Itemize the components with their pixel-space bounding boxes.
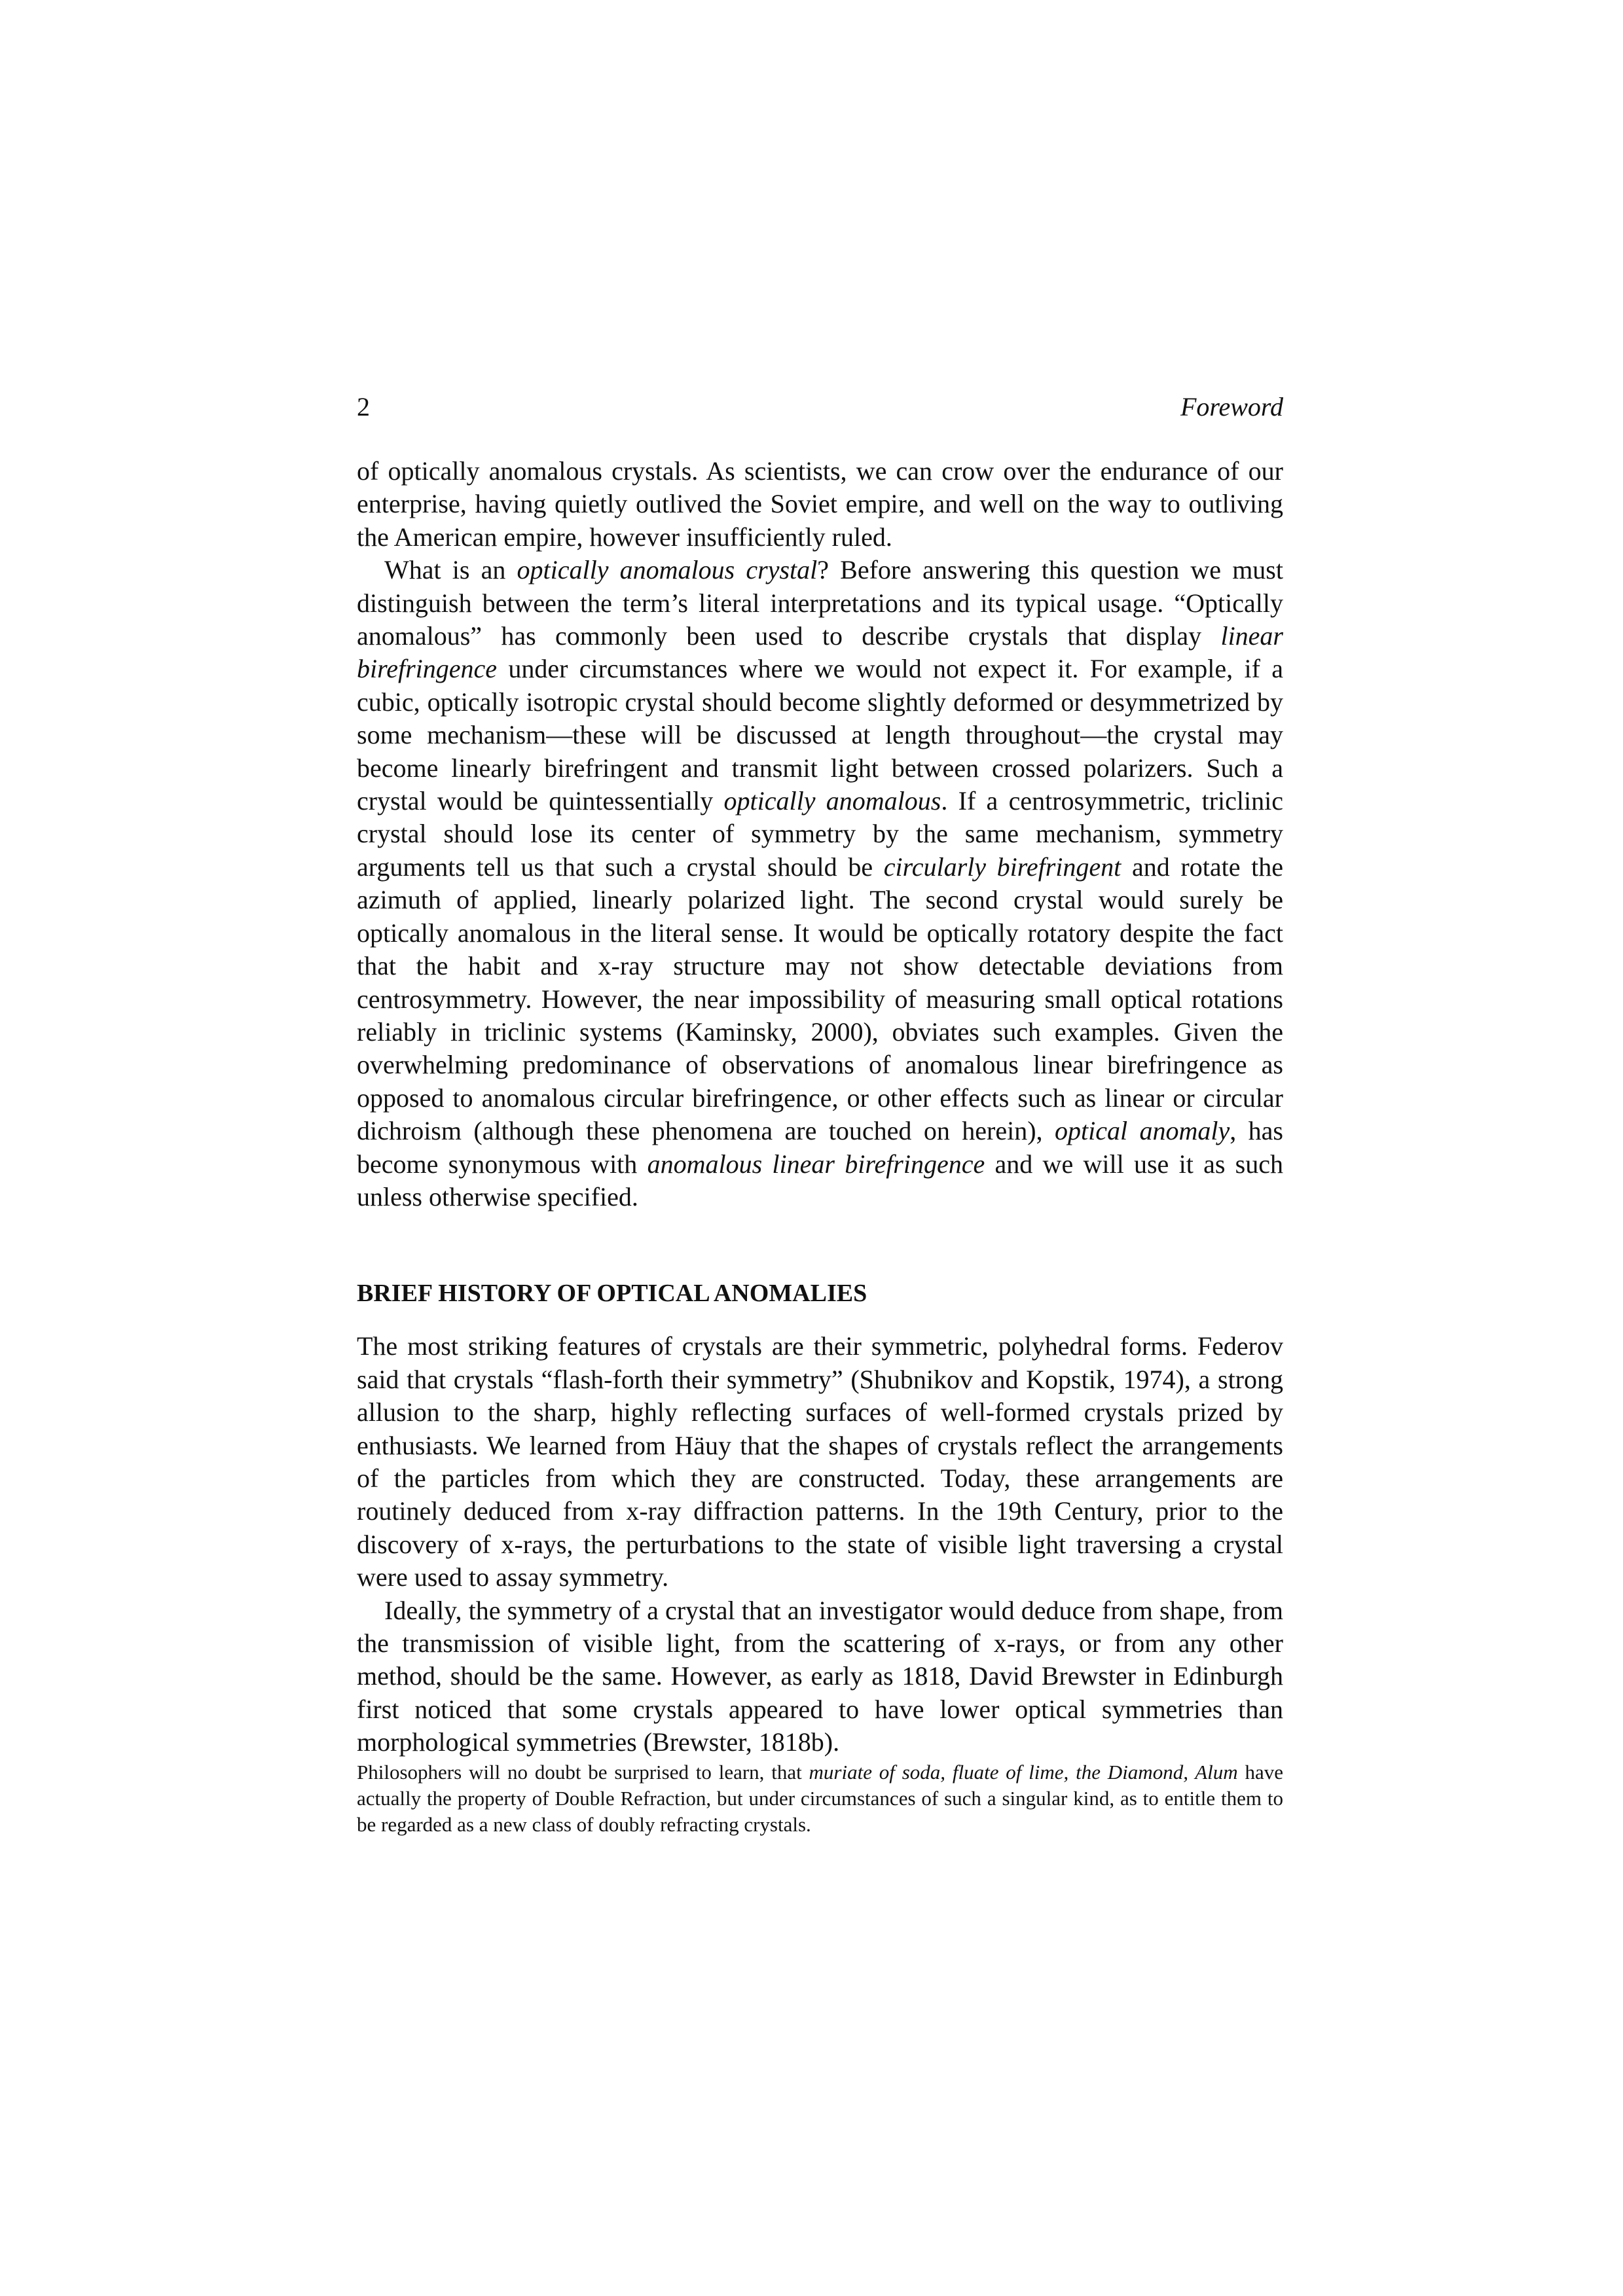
paragraph-history — [357, 1330, 1283, 1594]
paragraph-text: Ideally, the symmetry of a crystal that an investigator would deduce from shape, from the transmission of visible light, from the scattering of x-rays, or from any other method, should be the same. However, as early as 1818, David Brewster in Edinburgh first noticed that some crystals appeared to have lower optical symmetries than morphological symmetries (Brewster, 1818b). — [357, 1595, 1283, 1757]
text-run: What is an — [384, 555, 517, 585]
emphasis: anomalous linear birefringence — [647, 1149, 985, 1179]
emphasis: muriate of soda, fluate of lime, the Diamond, Alum — [809, 1760, 1238, 1784]
paragraph-brewster — [357, 1594, 1283, 1759]
page-header — [357, 387, 1283, 427]
text-run: and we will use it as such unless otherwise specified. — [357, 1149, 1283, 1211]
text-run: Philosophers will no doubt be surprised to learn, that — [357, 1760, 809, 1784]
text-run: have actually the property of Double Refraction, but under circumstances of such a singular kind, as to entitle them to be regarded as a new class of doubly refracting crystals. — [357, 1760, 1283, 1836]
page-number: 2 — [357, 392, 370, 422]
paragraph-text: The most striking features of crystals are their symmetric, polyhedral forms. Federov said that crystals “flash-forth their symmetry” (Shubnikov and Kopstik, 1974), a strong allusion to the sharp, highly reflecting surfaces of well-formed crystals prized by enthusiasts. We learned from Häuy that the shapes of crystals reflect the arrangements of the particles from which they are constructed. Today, these arrangements are routinely deduced from x-ray diffraction patterns. In the 19th Century, prior to the discovery of x-rays, the perturbations to the state of visible light traversing a crystal were used to assay symmetry. — [357, 1331, 1283, 1592]
text-run: under circumstances where we would not expect it. For example, if a cubic, optically isotropic crystal should become slightly deformed or desymmetrized by some mechanism—these will be discussed at length throughout—the crystal may become linearly birefringent and transmit light between crossed polarizers. Such a crystal would be quintessentially — [357, 654, 1283, 816]
paragraph-continuation — [357, 455, 1283, 554]
paragraph-text: of optically anomalous crystals. As scientists, we can crow over the endurance of our enterprise, having quietly outlived the Soviet empire, and well on the way to outliving the American empire, however insufficiently ruled. — [357, 456, 1283, 552]
emphasis: linear birefringence — [357, 621, 1283, 684]
text-run: ? Before answering this question we must distinguish between the term’s literal interpretations and its typical usage. “Optically anomalous” has commonly been used to describe crystals that display — [357, 555, 1283, 651]
text-run: , has become synonymous with — [357, 1116, 1283, 1179]
running-head: Foreword — [1180, 392, 1283, 422]
emphasis: optical anomaly — [1054, 1116, 1230, 1146]
emphasis: optically anomalous crystal — [517, 555, 818, 585]
emphasis: optically anomalous — [723, 786, 941, 816]
text-run: and rotate the azimuth of applied, linearly polarized light. The second crystal would surely be optically anomalous in the literal sense. It would be optically rotatory despite the fact that the habit and x-ray structure may not show detectable deviations from centrosymmetry. However, the near impossibility of measuring small optical rotations reliably in triclinic systems (Kaminsky, 2000), obviates such examples. Given the overwhelming predominance of observations of anomalous linear birefringence as opposed to anomalous circular birefringence, or other effects such as linear or circular dichroism (although these phenomena are touched on herein), — [357, 852, 1283, 1146]
body-text — [357, 455, 1283, 1838]
emphasis: circularly birefringent — [883, 852, 1122, 882]
block-quote — [357, 1759, 1283, 1838]
section-heading: BRIEF HISTORY OF OPTICAL ANOMALIES — [357, 1280, 867, 1308]
paragraph-optical-anomaly-definition — [357, 554, 1283, 1213]
text-run: . If a centrosymmetric, triclinic crystal should lose its center of symmetry by the same mechanism, symmetry arguments tell us that such a crystal should be — [357, 786, 1284, 882]
